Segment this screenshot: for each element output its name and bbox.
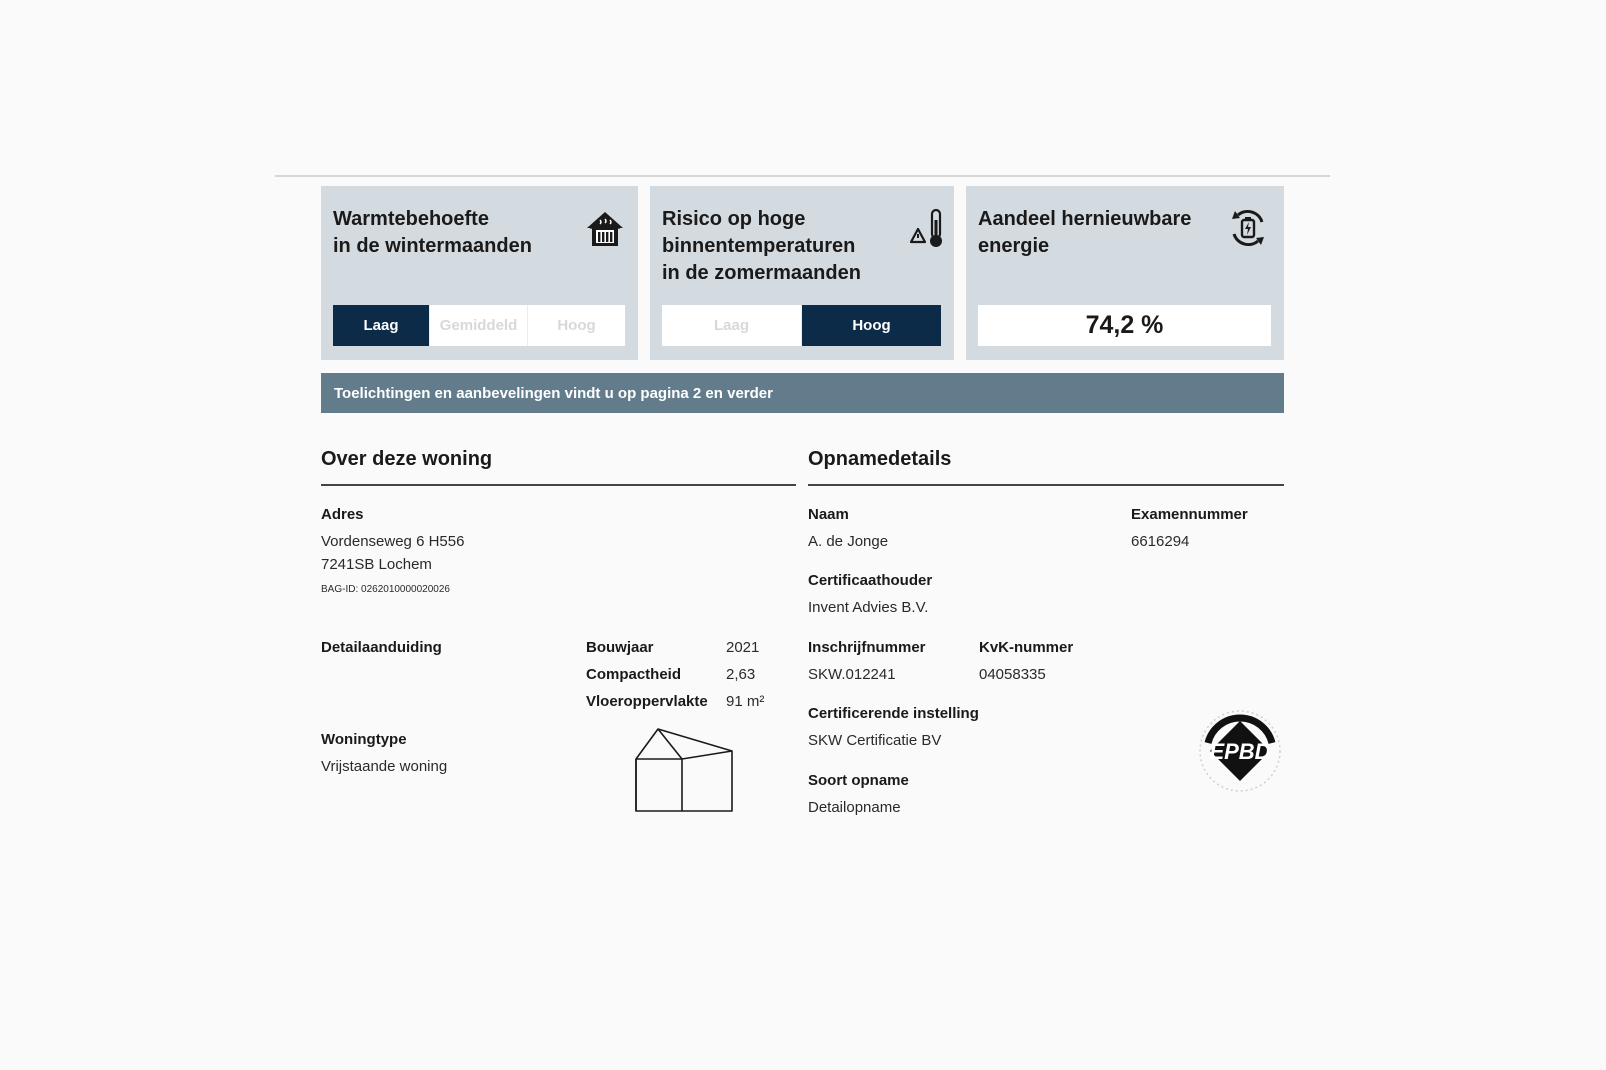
bouwjaar-label: Bouwjaar [586, 639, 654, 656]
adres-line2: 7241SB Lochem [321, 556, 432, 573]
warmte-scale [333, 305, 625, 346]
compactheid-label: Compactheid [586, 666, 682, 683]
woningtype-value: Vrijstaande woning [321, 758, 448, 775]
scale-gemiddeld: Gemiddeld [430, 305, 528, 346]
certificerende-instelling-label: Certificerende instelling [808, 705, 979, 722]
compactheid-value: 2,63 [726, 666, 756, 683]
svg-text:EPBD: EPBD [1209, 739, 1271, 764]
card-risico-temperatuur [650, 186, 954, 360]
soort-opname-label: Soort opname [808, 772, 909, 789]
thermometer-warning-icon [908, 206, 952, 250]
scale-hoog: Hoog [528, 305, 625, 346]
info-banner: Toelichtingen en aanbevelingen vindt u op pagina 2 en verder [321, 373, 1284, 413]
certificaathouder-label: Certificaathouder [808, 572, 933, 589]
card-title: Warmtebehoefte in de wintermaanden [333, 208, 532, 257]
card-title: Aandeel hernieuwbare energie [978, 208, 1192, 257]
examennummer-label: Examennummer [1131, 506, 1248, 523]
bag-id: BAG-ID: 0262010000020026 [321, 584, 450, 595]
scale-laag: Laag [662, 305, 802, 346]
woningtype-label: Woningtype [321, 731, 407, 748]
card-warmtebehoefte [321, 186, 638, 360]
certificerende-instelling-value: SKW Certificatie BV [808, 732, 942, 749]
vloeroppervlakte-label: Vloeroppervlakte [586, 693, 708, 710]
examennummer-value: 6616294 [1131, 533, 1190, 550]
epbd-logo-icon [1196, 707, 1284, 795]
card-title: Risico op hoge binnentemperaturen in de zomermaanden [662, 208, 861, 284]
renewable-energy-icon [1226, 206, 1270, 250]
inschrijfnummer-label: Inschrijfnummer [808, 639, 926, 656]
renewable-percentage: 74,2 % [978, 305, 1271, 346]
kvk-value: 04058335 [979, 666, 1046, 683]
top-divider [275, 175, 1330, 177]
section-title-woning: Over deze woning [321, 448, 493, 470]
vloeroppervlakte-value: 91 m² [726, 693, 765, 710]
detailaanduiding-label: Detailaanduiding [321, 639, 442, 656]
section-divider [321, 484, 796, 486]
section-divider [808, 484, 1284, 486]
bouwjaar-value: 2021 [726, 639, 760, 656]
certificaathouder-value: Invent Advies B.V. [808, 599, 929, 616]
naam-value: A. de Jonge [808, 533, 889, 550]
card-hernieuwbare-energie [966, 186, 1284, 360]
kvk-label: KvK-nummer [979, 639, 1074, 656]
detached-house-icon [632, 725, 736, 815]
adres-line1: Vordenseweg 6 H556 [321, 533, 465, 550]
house-heating-icon [583, 206, 627, 250]
scale-hoog: Hoog [802, 305, 941, 346]
section-title-opname: Opnamedetails [808, 448, 952, 470]
inschrijfnummer-value: SKW.012241 [808, 666, 896, 683]
adres-label: Adres [321, 506, 364, 523]
soort-opname-value: Detailopname [808, 799, 901, 816]
scale-laag: Laag [333, 305, 430, 346]
risico-scale [662, 305, 941, 346]
naam-label: Naam [808, 506, 849, 523]
